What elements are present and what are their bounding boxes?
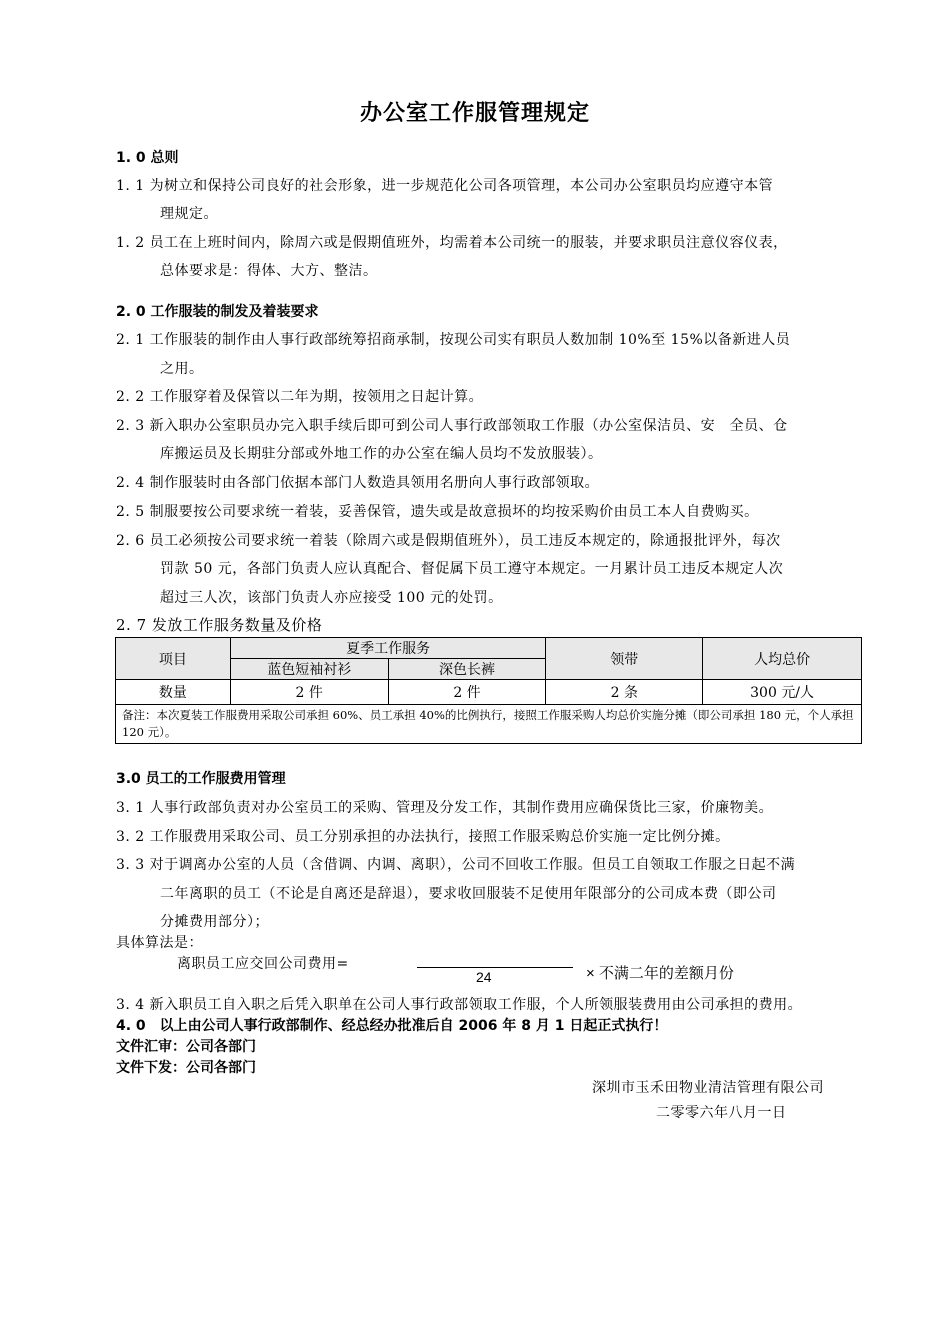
header-blue-shirt: 蓝色短袖衬衫: [230, 659, 388, 680]
row-label-quantity: 数量: [116, 680, 231, 705]
issue-departments: 文件下发：公司各部门: [116, 1060, 256, 1076]
cell-tie-quantity: 2 条: [546, 680, 703, 705]
clause-2-4: 2. 4 制作服装时由各部门依据本部门人数造具领用名册向人事行政部领取。: [116, 475, 600, 491]
section-3-heading: 3.0 员工的工作服费用管理: [116, 771, 286, 787]
clause-2-5: 2. 5 制服要按公司要求统一着装，妥善保管，遗失或是故意损坏的均按采购价由员工本人自费购买。: [116, 504, 759, 520]
clause-1-2-cont: 总体要求是：得体、大方、整洁。: [160, 263, 378, 279]
page-title: 办公室工作服管理规定: [359, 101, 590, 126]
formula-right: × 不满二年的差额月份: [586, 965, 734, 982]
cell-shirt-quantity: 2 件: [230, 680, 388, 705]
clause-3-3-cont1: 二年离职的员工（不论是自离还是辞退），要求收回服装不足使用年限部分的公司成本费（即公司: [160, 886, 777, 902]
cell-pants-quantity: 2 件: [388, 680, 546, 705]
header-dark-pants: 深色长裤: [388, 659, 546, 680]
clause-2-3-cont: 库搬运员及长期驻分部或外地工作的办公室在编人员均不发放服装）。: [160, 446, 603, 462]
calc-label: 具体算法是：: [116, 935, 203, 951]
header-summer-uniform: 夏季工作服务: [230, 638, 546, 659]
clause-3-2: 3. 2 工作服费用采取公司、员工分别承担的办法执行，接照工作服采购总价实施一定比例分摊。: [116, 829, 730, 845]
header-item: 项目: [116, 638, 231, 680]
clause-3-3: 3. 3 对于调离办公室的人员（含借调、内调、离职），公司不回收工作服。但员工自领取工作服之日起不满: [116, 857, 796, 873]
section-2-heading: 2. 0 工作服装的制发及着装要求: [116, 304, 319, 320]
formula-left: 离职员工应交回公司费用=: [177, 956, 349, 972]
section-4-line: 4. 0 以上由公司人事行政部制作、经总经办批准后自 2006 年 8 月 1 日起正式执行！: [116, 1018, 668, 1034]
header-price-per-person: 人均总价: [703, 638, 862, 680]
clause-3-3-cont2: 分摊费用部分）；: [160, 914, 269, 930]
clause-2-1-cont: 之用。: [160, 361, 204, 377]
fraction-line: [417, 967, 573, 968]
clause-1-1: 1. 1 为树立和保持公司良好的社会形象，进一步规范化公司各项管理，本公司办公室职员均应遵守本管: [116, 178, 774, 194]
review-departments: 文件汇审：公司各部门: [116, 1039, 256, 1055]
clause-1-2: 1. 2 员工在上班时间内，除周六或是假期值班外，均需着本公司统一的服装，并要求职员注意仪容仪表，: [116, 235, 788, 251]
clause-2-6-cont2: 超过三人次，该部门负责人亦应接受 100 元的处罚。: [160, 590, 503, 606]
clause-2-2: 2. 2 工作服穿着及保管以二年为期，按领用之日起计算。: [116, 389, 484, 405]
section-1-heading: 1. 0 总则: [116, 150, 179, 166]
clause-2-1: 2. 1 工作服装的制作由人事行政部统筹招商承制，按现公司实有职员人数加制 10%至 15%以备新进人员: [116, 332, 791, 348]
company-name: 深圳市玉禾田物业清洁管理有限公司: [592, 1080, 824, 1096]
clause-2-3: 2. 3 新入职办公室职员办完入职手续后即可到公司人事行政部领取工作服（办公室保洁员、安 全员、仓: [116, 418, 788, 434]
table-note: 备注：本次夏装工作服费用采取公司承担 60%、员工承担 40%的比例执行，接照工作服采购人均总价实施分摊（即公司承担 180 元，个人承担 120 元）。: [116, 705, 862, 744]
clause-1-1-cont: 理规定。: [160, 206, 218, 222]
clause-2-7: 2. 7 发放工作服务数量及价格: [116, 616, 323, 634]
clause-2-6-cont1: 罚款 50 元，各部门负责人应认真配合、督促属下员工遵守本规定。一月累计员工违反本规定人次: [160, 561, 784, 577]
document-date: 二零零六年八月一日: [656, 1105, 787, 1121]
formula-denominator: 24: [476, 969, 492, 985]
clause-3-1: 3. 1 人事行政部负责对办公室员工的采购、管理及分发工作，其制作费用应确保货比三家，价廉物美。: [116, 800, 774, 816]
cell-price-per-person: 300 元/人: [703, 680, 862, 705]
clause-2-6: 2. 6 员工必须按公司要求统一着装（除周六或是假期值班外），员工违反本规定的，除通报批评外，每次: [116, 533, 781, 549]
uniform-price-table: [115, 637, 862, 744]
clause-3-4: 3. 4 新入职员工自入职之后凭入职单在公司人事行政部领取工作服，个人所领服装费用由公司承担的费用。: [116, 997, 803, 1013]
header-tie: 领带: [546, 638, 703, 680]
